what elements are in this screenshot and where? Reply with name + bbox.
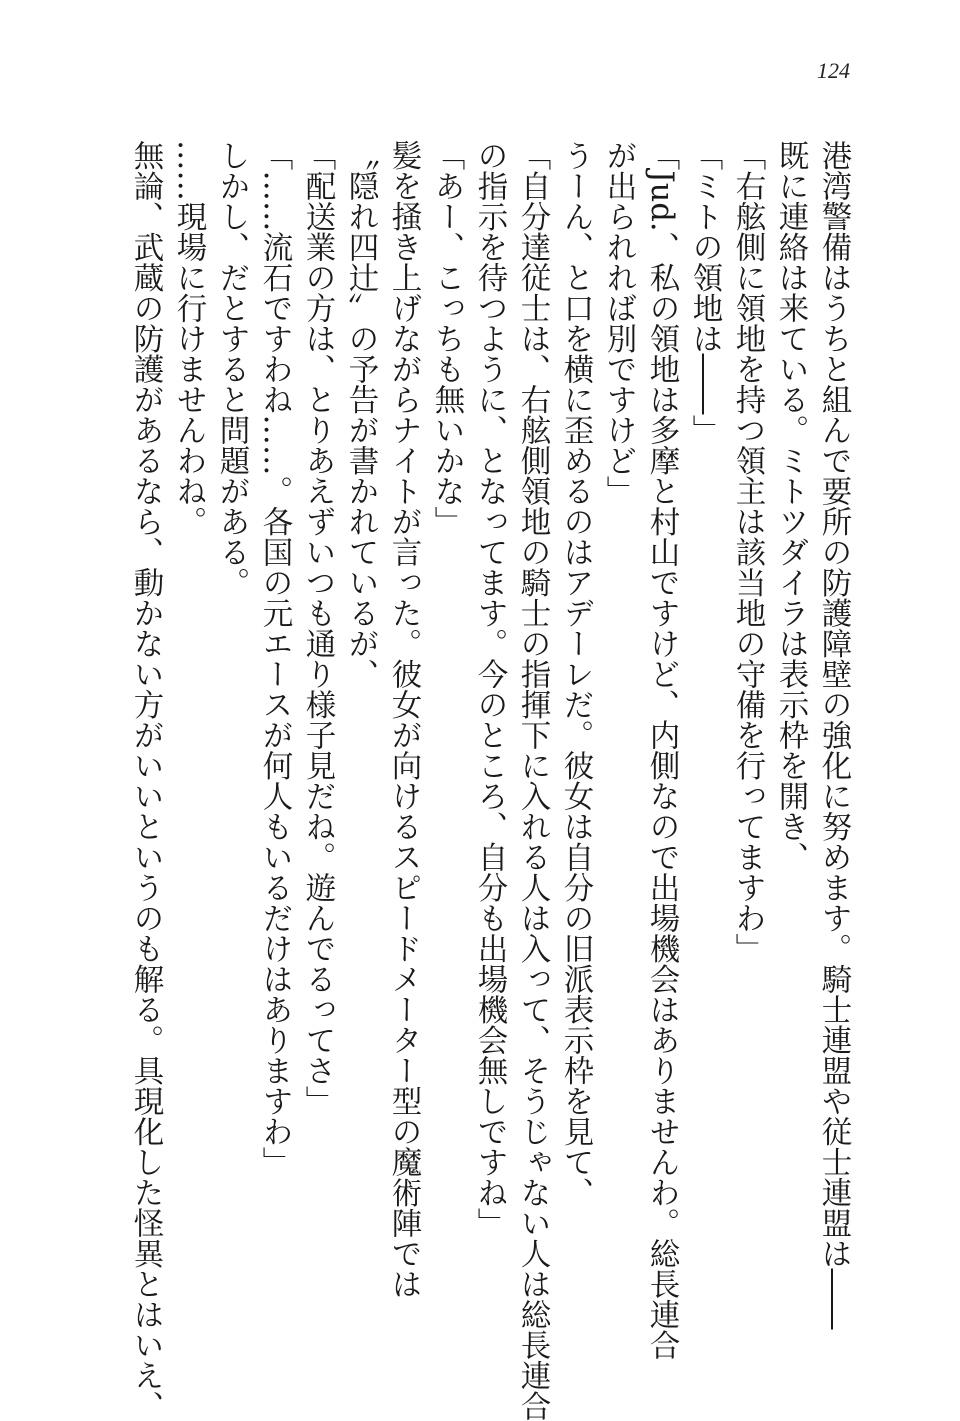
- text-line: 無論、武蔵の防護があるなら、動かない方がいいというのも解る。具現化した怪異とはいえ、: [128, 140, 163, 1421]
- text-line: が出られれば別ですけど」: [601, 140, 636, 506]
- novel-text-body: [124, 140, 855, 1421]
- text-line: 「あー、こっちも無いかな」: [429, 140, 464, 537]
- text-line: 「自分達従士は、右舷側領地の騎士の指揮下に入れる人は入って、そうじゃない人は総長連合: [515, 140, 550, 1421]
- page-number: 124: [817, 58, 850, 83]
- text-line: しかし、だとすると問題がある。: [214, 140, 249, 598]
- text-line: 「ミトの領地は――」: [687, 140, 722, 445]
- text-line: 既に連絡は来ている。ミトツダイラは表示枠を開き、: [773, 140, 808, 872]
- text-line: 港湾警備はうちと組んで要所の防護障壁の強化に努めます。騎士連盟や従士連盟は――: [816, 140, 851, 1330]
- text-line: の指示を待つように、となってます。今のところ、自分も出場機会無しですね」: [472, 140, 507, 1238]
- text-line: 「配送業の方は、とりあえずいつも通り様子見だね。遊んでるってさ」: [300, 140, 335, 1116]
- text-line: 「……流石ですわね……。各国の元エースが何人もいるだけはありますわ」: [257, 140, 292, 1177]
- text-line: 「Jud.、私の領地は多摩と村山ですけど、内側なので出場機会はありませんわ。総長連合: [644, 140, 679, 1361]
- text-line: うーん、と口を横に歪めるのはアデーレだ。彼女は自分の旧派表示枠を見て、: [558, 140, 593, 1208]
- text-line: 髪を掻き上げながらナイトが言った。彼女が向けるスピードメーター型の魔術陣では: [386, 140, 421, 1299]
- text-line: ……現場に行けませんわね。: [171, 140, 206, 537]
- text-line: 「右舷側に領地を持つ領主は該当地の守備を行ってますわ」: [730, 140, 765, 964]
- text-line: 〝隠れ四辻〟の予告が書かれているが、: [343, 140, 378, 689]
